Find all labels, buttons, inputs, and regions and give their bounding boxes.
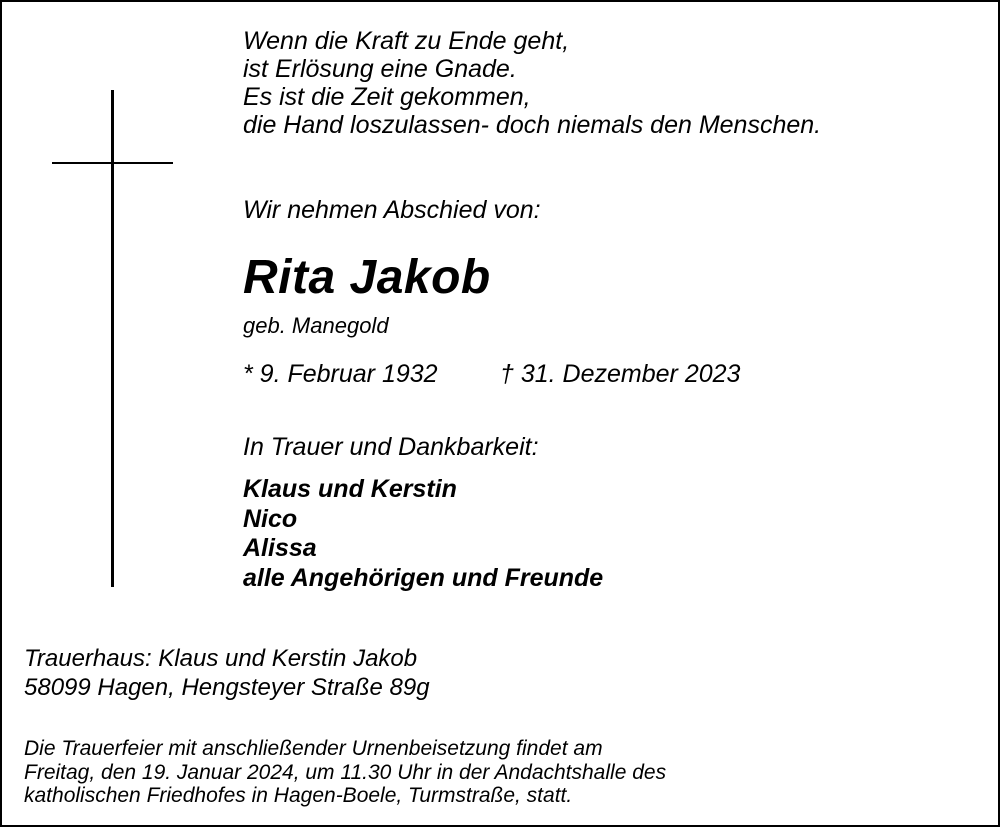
poem-line: Es ist die Zeit gekommen, bbox=[243, 83, 531, 111]
death-date: † 31. Dezember 2023 bbox=[500, 360, 741, 388]
service-line: Die Trauerfeier mit anschließender Urnenbeisetzung findet am bbox=[24, 737, 603, 760]
mourners-list bbox=[243, 475, 603, 593]
service-line: Freitag, den 19. Januar 2024, um 11.30 Uhr in der Andachtshalle des bbox=[24, 760, 667, 784]
cross-vertical-bar bbox=[111, 90, 114, 587]
poem bbox=[243, 27, 821, 139]
mourner-name: alle Angehörigen und Freunde bbox=[243, 563, 604, 592]
poem-line: Wenn die Kraft zu Ende geht, bbox=[243, 27, 570, 55]
mourning-house-address: 58099 Hagen, Hengsteyer Straße 89g bbox=[24, 674, 430, 701]
farewell-intro: Wir nehmen Abschied von: bbox=[243, 196, 541, 224]
mourning-house-line: Trauerhaus: Klaus und Kerstin Jakob bbox=[24, 645, 418, 672]
poem-line: ist Erlösung eine Gnade. bbox=[243, 55, 517, 83]
mourners-intro: In Trauer und Dankbarkeit: bbox=[243, 433, 539, 461]
mourner-name: Alissa bbox=[243, 534, 317, 562]
mourning-house bbox=[24, 644, 430, 702]
poem-line: die Hand loszulassen- doch niemals den Menschen. bbox=[243, 111, 822, 139]
service-line: katholischen Friedhofes in Hagen-Boele, Turmstraße, statt. bbox=[24, 784, 573, 807]
mourner-name: Klaus und Kerstin bbox=[243, 475, 457, 503]
deceased-name: Rita Jakob bbox=[243, 251, 491, 304]
funeral-service-info bbox=[24, 737, 666, 808]
birth-name: geb. Manegold bbox=[243, 313, 389, 338]
cross-horizontal-bar bbox=[52, 162, 173, 164]
birth-date: * 9. Februar 1932 bbox=[243, 360, 438, 388]
mourner-name: Nico bbox=[243, 504, 298, 533]
